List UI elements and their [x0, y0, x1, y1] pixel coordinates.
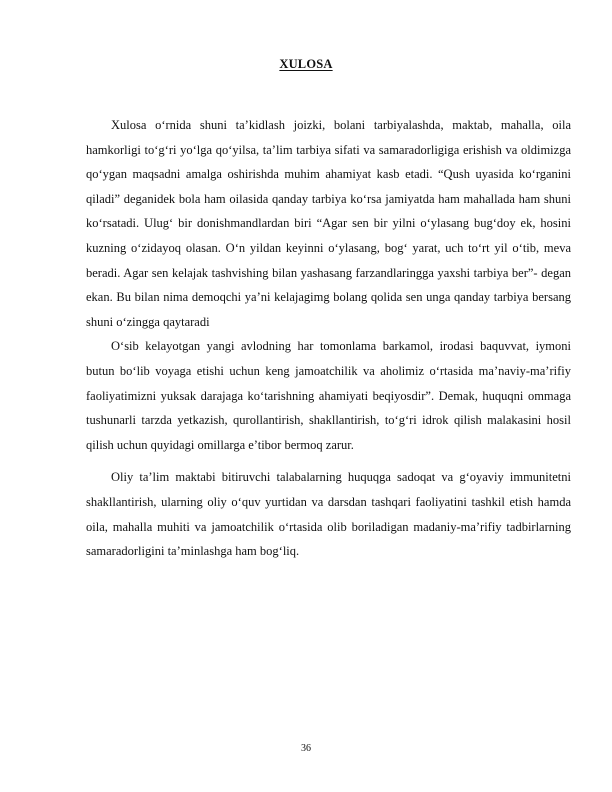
paragraph-1: Xulosa o‘rnida shuni ta’kidlash joizki, bolani tarbiyalashda, maktab, mahalla, oila hamkorligi to‘g‘ri yo‘lga qo‘yilsa, ta’lim tarbiya sifati va samaradorligiga erishish va oldimizga qo‘ygan maqsadni amalga oshirishda muhim ahamiyat kasb etadi. “Qush uyasida ko‘rganini qiladi” deganidek bola ham oilasida qanday tarbiya ko‘rsa jamiyatda ham mahallada ham shuni ko‘rsatadi. Ulug‘ bir donishmandlardan biri “Agar sen bir yilni o‘ylasang bug‘doy ek, hosini kuzning o‘zidayoq olasan. O‘n yildan keyinni o‘ylasang, bog‘ yarat, uch to‘rt yil o‘tib, meva beradi. Agar sen kelajak tashvishing bilan yashasang farzandlaringga yaxshi tarbiya ber”- degan ekan. Bu bilan nima demoqchi ya’ni kelajagimg bolang qolida sen unga qanday tarbiya bersang shuni o‘zingga qaytaradi — [86, 118, 571, 329]
paragraph-3: Oliy ta’lim maktabi bitiruvchi talabalarning huquqga sadoqat va g‘oyaviy immunitetni shakllantirish, ularning oliy o‘quv yurtidan va darsdan tashqari faoliyatini tashkil etish hamda oila, mahalla muhiti va jamoatchilik o‘rtasida olib boriladigan madaniy-ma’rifiy tadbirlarning samaradorligini ta’minlashga ham bog‘liq. — [86, 470, 571, 559]
paragraph-2: O‘sib kelayotgan yangi avlodning har tomonlama barkamol, irodasi baquvvat, iymoni butun bo‘lib voyaga etishi uchun keng jamoatchilik va aholimiz o‘rtasida ma’naviy-ma’rifiy faoliyatimizni yuksak darajaga ko‘tarishning ahamiyati beqiyosdir”. Demak, huquqni ommaga tushunarli tarzda yetkazish, qurollantirish, shakllantirish, to‘g‘ri idrok qilish malakasini hosil qilish uchun quyidagi omillarga e’tibor bermoq zarur. — [86, 339, 571, 452]
page-number: 36 — [301, 743, 311, 754]
body-text — [86, 113, 571, 564]
page-title: XULOSA — [279, 57, 333, 71]
